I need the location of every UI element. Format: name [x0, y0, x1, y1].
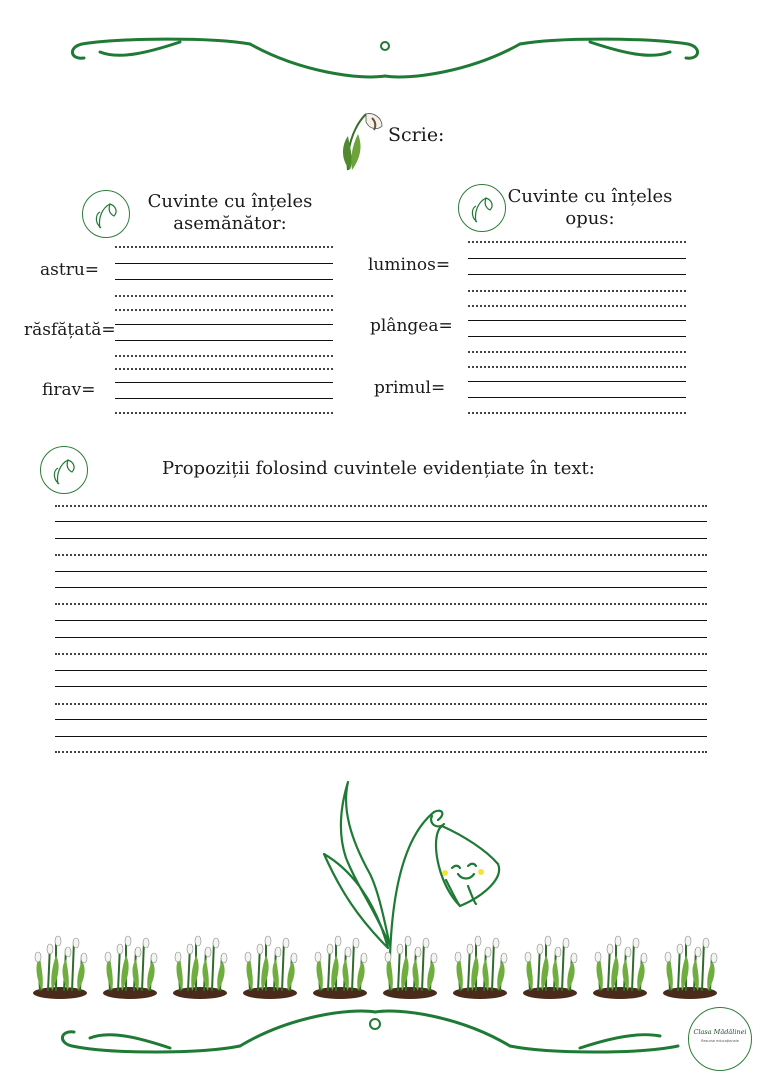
top-ornament [60, 32, 710, 82]
writing-line[interactable] [115, 382, 333, 383]
dotted-line [55, 603, 707, 605]
logo-sub-lettering: Resurse educaționale [701, 1039, 739, 1043]
dotted-line [468, 366, 686, 368]
snowdrop-flower-row [30, 925, 740, 1005]
dotted-line [55, 554, 707, 556]
badge-left [82, 190, 130, 238]
writing-line[interactable] [468, 336, 686, 337]
logo-badge [688, 1007, 752, 1071]
word-label-1: astru= [40, 260, 100, 280]
snowdrop-badge-icon [468, 192, 496, 224]
writing-line[interactable] [468, 320, 686, 321]
dotted-line [468, 351, 686, 353]
badge-sentences [40, 446, 88, 494]
writing-line[interactable] [468, 397, 686, 398]
writing-line[interactable] [55, 719, 707, 720]
dotted-line [468, 412, 686, 414]
dotted-line [115, 412, 333, 414]
writing-line[interactable] [55, 637, 707, 638]
page-title: Scrie: [388, 124, 445, 146]
writing-line[interactable] [115, 324, 333, 325]
dotted-line [468, 305, 686, 307]
writing-line[interactable] [55, 736, 707, 737]
writing-line[interactable] [55, 587, 707, 588]
bottom-ornament [50, 1002, 700, 1062]
word-label-3: firav= [42, 380, 96, 400]
word-label-6: primul= [374, 378, 446, 398]
writing-line[interactable] [55, 620, 707, 621]
dotted-line [55, 703, 707, 705]
dotted-line [115, 368, 333, 370]
dotted-line [115, 295, 333, 297]
right-column-heading: Cuvinte cu înțeles opus: [507, 186, 673, 229]
writing-line[interactable] [55, 670, 707, 671]
badge-right [458, 184, 506, 232]
sentences-heading: Propoziții folosind cuvintele evidențiate în text: [162, 458, 595, 479]
logo-lettering: Clasa Mădălinei [693, 1028, 747, 1036]
writing-line[interactable] [468, 381, 686, 382]
writing-line[interactable] [115, 398, 333, 399]
word-label-2: răsfățată= [24, 320, 116, 340]
word-label-5: plângea= [370, 316, 453, 336]
dotted-line [468, 290, 686, 292]
dotted-line [115, 246, 333, 248]
writing-line[interactable] [55, 686, 707, 687]
dotted-line [55, 505, 707, 507]
writing-line[interactable] [115, 279, 333, 280]
writing-line[interactable] [468, 274, 686, 275]
dotted-line [468, 241, 686, 243]
writing-line[interactable] [55, 571, 707, 572]
dotted-line [55, 751, 707, 753]
writing-line[interactable] [55, 538, 707, 539]
dotted-line [115, 309, 333, 311]
dotted-line [55, 653, 707, 655]
snowdrop-badge-icon [92, 198, 120, 230]
writing-line[interactable] [468, 258, 686, 259]
snowdrop-badge-icon [50, 454, 78, 486]
left-column-heading: Cuvinte cu înțeles asemănător: [147, 191, 313, 234]
word-label-4: luminos= [368, 255, 451, 275]
dotted-line [115, 355, 333, 357]
writing-line[interactable] [55, 521, 707, 522]
snowdrop-icon [338, 104, 390, 174]
writing-line[interactable] [115, 263, 333, 264]
writing-line[interactable] [115, 340, 333, 341]
